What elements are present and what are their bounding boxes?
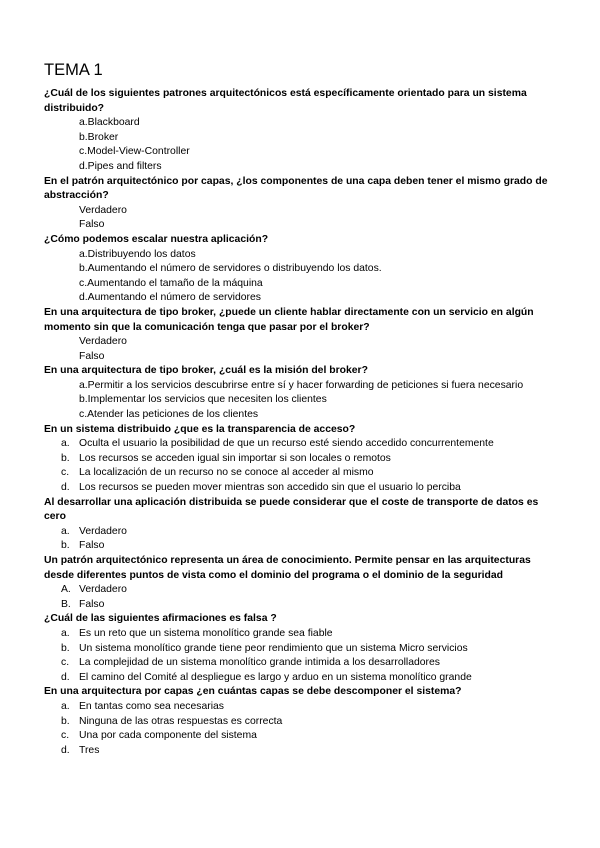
option-text: Falso xyxy=(79,540,105,552)
option-text: a.Blackboard xyxy=(79,117,140,129)
answer-option xyxy=(44,525,560,540)
option-text: El camino del Comité al despliegue es largo y arduo en un sistema monolítico grande xyxy=(79,671,472,683)
answer-option xyxy=(44,539,560,554)
answer-options xyxy=(44,700,560,758)
question-text: Al desarrollar una aplicación distribuida se puede considerar que el coste de transporte de datos es cero xyxy=(44,496,539,523)
option-text: Tres xyxy=(79,744,100,756)
question-text: ¿Cuál de las siguientes afirmaciones es falsa ? xyxy=(44,613,277,625)
answer-option xyxy=(44,335,560,350)
question-text: En una arquitectura de tipo broker, ¿cuál es la misión del broker? xyxy=(44,365,368,377)
option-text: d.Aumentando el número de servidores xyxy=(79,292,261,304)
answer-options xyxy=(44,379,560,423)
option-text: Un sistema monolítico grande tiene peor rendimiento que un sistema Micro servicios xyxy=(79,642,468,654)
option-label: a. xyxy=(61,525,70,537)
option-text: Una por cada componente del sistema xyxy=(79,730,257,742)
answer-option xyxy=(44,160,560,175)
option-label: b. xyxy=(61,452,70,464)
question-block xyxy=(44,364,560,422)
question-text: En un sistema distribuido ¿que es la transparencia de acceso? xyxy=(44,423,356,435)
option-label: b. xyxy=(61,715,70,727)
answer-options xyxy=(44,248,560,306)
answer-option xyxy=(44,583,560,598)
option-text: Es un reto que un sistema monolítico grande sea fiable xyxy=(79,627,333,639)
option-text: La localización de un recurso no se conoce al acceder al mismo xyxy=(79,467,374,479)
answer-option xyxy=(44,393,560,408)
option-text: La complejidad de un sistema monolítico grande intimida a los desarrolladores xyxy=(79,657,440,669)
option-text: b.Implementar los servicios que necesiten los clientes xyxy=(79,394,327,406)
option-text: Falso xyxy=(79,350,105,362)
question-block xyxy=(44,233,560,306)
option-text: b.Aumentando el número de servidores o distribuyendo los datos. xyxy=(79,263,382,275)
answer-options xyxy=(44,204,560,233)
option-text: c.Atender las peticiones de los clientes xyxy=(79,409,259,421)
option-label: b. xyxy=(61,642,70,654)
question-block xyxy=(44,554,560,612)
question-text: En una arquitectura por capas ¿en cuántas capas se debe descomponer el sistema? xyxy=(44,686,462,698)
answer-option xyxy=(44,248,560,263)
question-block xyxy=(44,175,560,233)
answer-option xyxy=(44,291,560,306)
option-text: Verdadero xyxy=(79,336,127,348)
answer-option xyxy=(44,145,560,160)
answer-option xyxy=(44,598,560,613)
answer-option xyxy=(44,408,560,423)
option-text: Falso xyxy=(79,219,105,231)
option-text: d.Pipes and filters xyxy=(79,160,162,172)
answer-option xyxy=(44,671,560,686)
answer-option xyxy=(44,729,560,744)
answer-option xyxy=(44,656,560,671)
option-label: A. xyxy=(61,584,71,596)
answer-option xyxy=(44,379,560,394)
option-label: c. xyxy=(61,467,70,479)
answer-options xyxy=(44,437,560,495)
question-block xyxy=(44,496,560,554)
option-label: d. xyxy=(61,671,70,683)
answer-option xyxy=(44,204,560,219)
answer-option xyxy=(44,131,560,146)
option-label: c. xyxy=(61,730,70,742)
answer-option xyxy=(44,642,560,657)
option-text: Los recursos se acceden igual sin importar si son locales o remotos xyxy=(79,452,391,464)
question-block xyxy=(44,612,560,685)
answer-option xyxy=(44,452,560,467)
option-text: b.Broker xyxy=(79,131,119,143)
option-text: a.Permitir a los servicios descubrirse entre sí y hacer forwarding de peticiones si fuera necesario xyxy=(79,379,524,391)
answer-option xyxy=(44,116,560,131)
question-block xyxy=(44,306,560,364)
question-list xyxy=(44,87,560,758)
answer-option xyxy=(44,350,560,365)
option-text: a.Distribuyendo los datos xyxy=(79,248,196,260)
question-text: Un patrón arquitectónico representa un área de conocimiento. Permite pensar en las arquitecturas desde diferentes puntos de vista como el dominio del programa o el dominio de la seguridad xyxy=(44,555,531,581)
answer-option xyxy=(44,744,560,759)
question-block xyxy=(44,685,560,758)
option-label: B. xyxy=(61,598,71,610)
answer-option xyxy=(44,715,560,730)
option-label: b. xyxy=(61,540,70,552)
question-text: En el patrón arquitectónico por capas, ¿los componentes de una capa deben tener el mismo grado de abstracción? xyxy=(44,175,548,202)
question-block xyxy=(44,423,560,496)
option-label: a. xyxy=(61,700,70,712)
option-text: Falso xyxy=(79,598,105,610)
answer-option xyxy=(44,218,560,233)
question-block xyxy=(44,87,560,175)
answer-option xyxy=(44,277,560,292)
option-label: d. xyxy=(61,744,70,756)
question-text: ¿Cómo podemos escalar nuestra aplicación? xyxy=(44,233,269,245)
page-title: TEMA 1 xyxy=(44,61,103,79)
option-text: Oculta el usuario la posibilidad de que un recurso esté siendo accedido concurrentemente xyxy=(79,438,494,450)
option-label: c. xyxy=(61,657,70,669)
answer-option xyxy=(44,262,560,277)
answer-option xyxy=(44,481,560,496)
answer-options xyxy=(44,525,560,554)
answer-option xyxy=(44,627,560,642)
option-text: Ninguna de las otras respuestas es correcta xyxy=(79,715,283,727)
answer-options xyxy=(44,583,560,612)
answer-options xyxy=(44,335,560,364)
answer-options xyxy=(44,116,560,174)
option-label: a. xyxy=(61,627,70,639)
answer-option xyxy=(44,437,560,452)
answer-option xyxy=(44,466,560,481)
answer-options xyxy=(44,627,560,685)
option-text: Verdadero xyxy=(79,204,127,216)
option-text: c.Aumentando el tamaño de la máquina xyxy=(79,277,263,289)
option-text: Verdadero xyxy=(79,525,127,537)
option-text: c.Model-View-Controller xyxy=(79,146,190,158)
option-label: d. xyxy=(61,482,70,494)
option-label: a. xyxy=(61,438,70,450)
answer-option xyxy=(44,700,560,715)
option-text: Los recursos se pueden mover mientras son accedido sin que el usuario lo perciba xyxy=(79,482,461,494)
question-text: En una arquitectura de tipo broker, ¿puede un cliente hablar directamente con un servicio en algún momento sin que la comunicación tenga que pasar por el broker? xyxy=(44,306,534,333)
option-text: Verdadero xyxy=(79,584,127,596)
question-text: ¿Cuál de los siguientes patrones arquitectónicos está específicamente orientado para un sistema distribuido? xyxy=(44,88,527,114)
option-text: En tantas como sea necesarias xyxy=(79,700,224,712)
